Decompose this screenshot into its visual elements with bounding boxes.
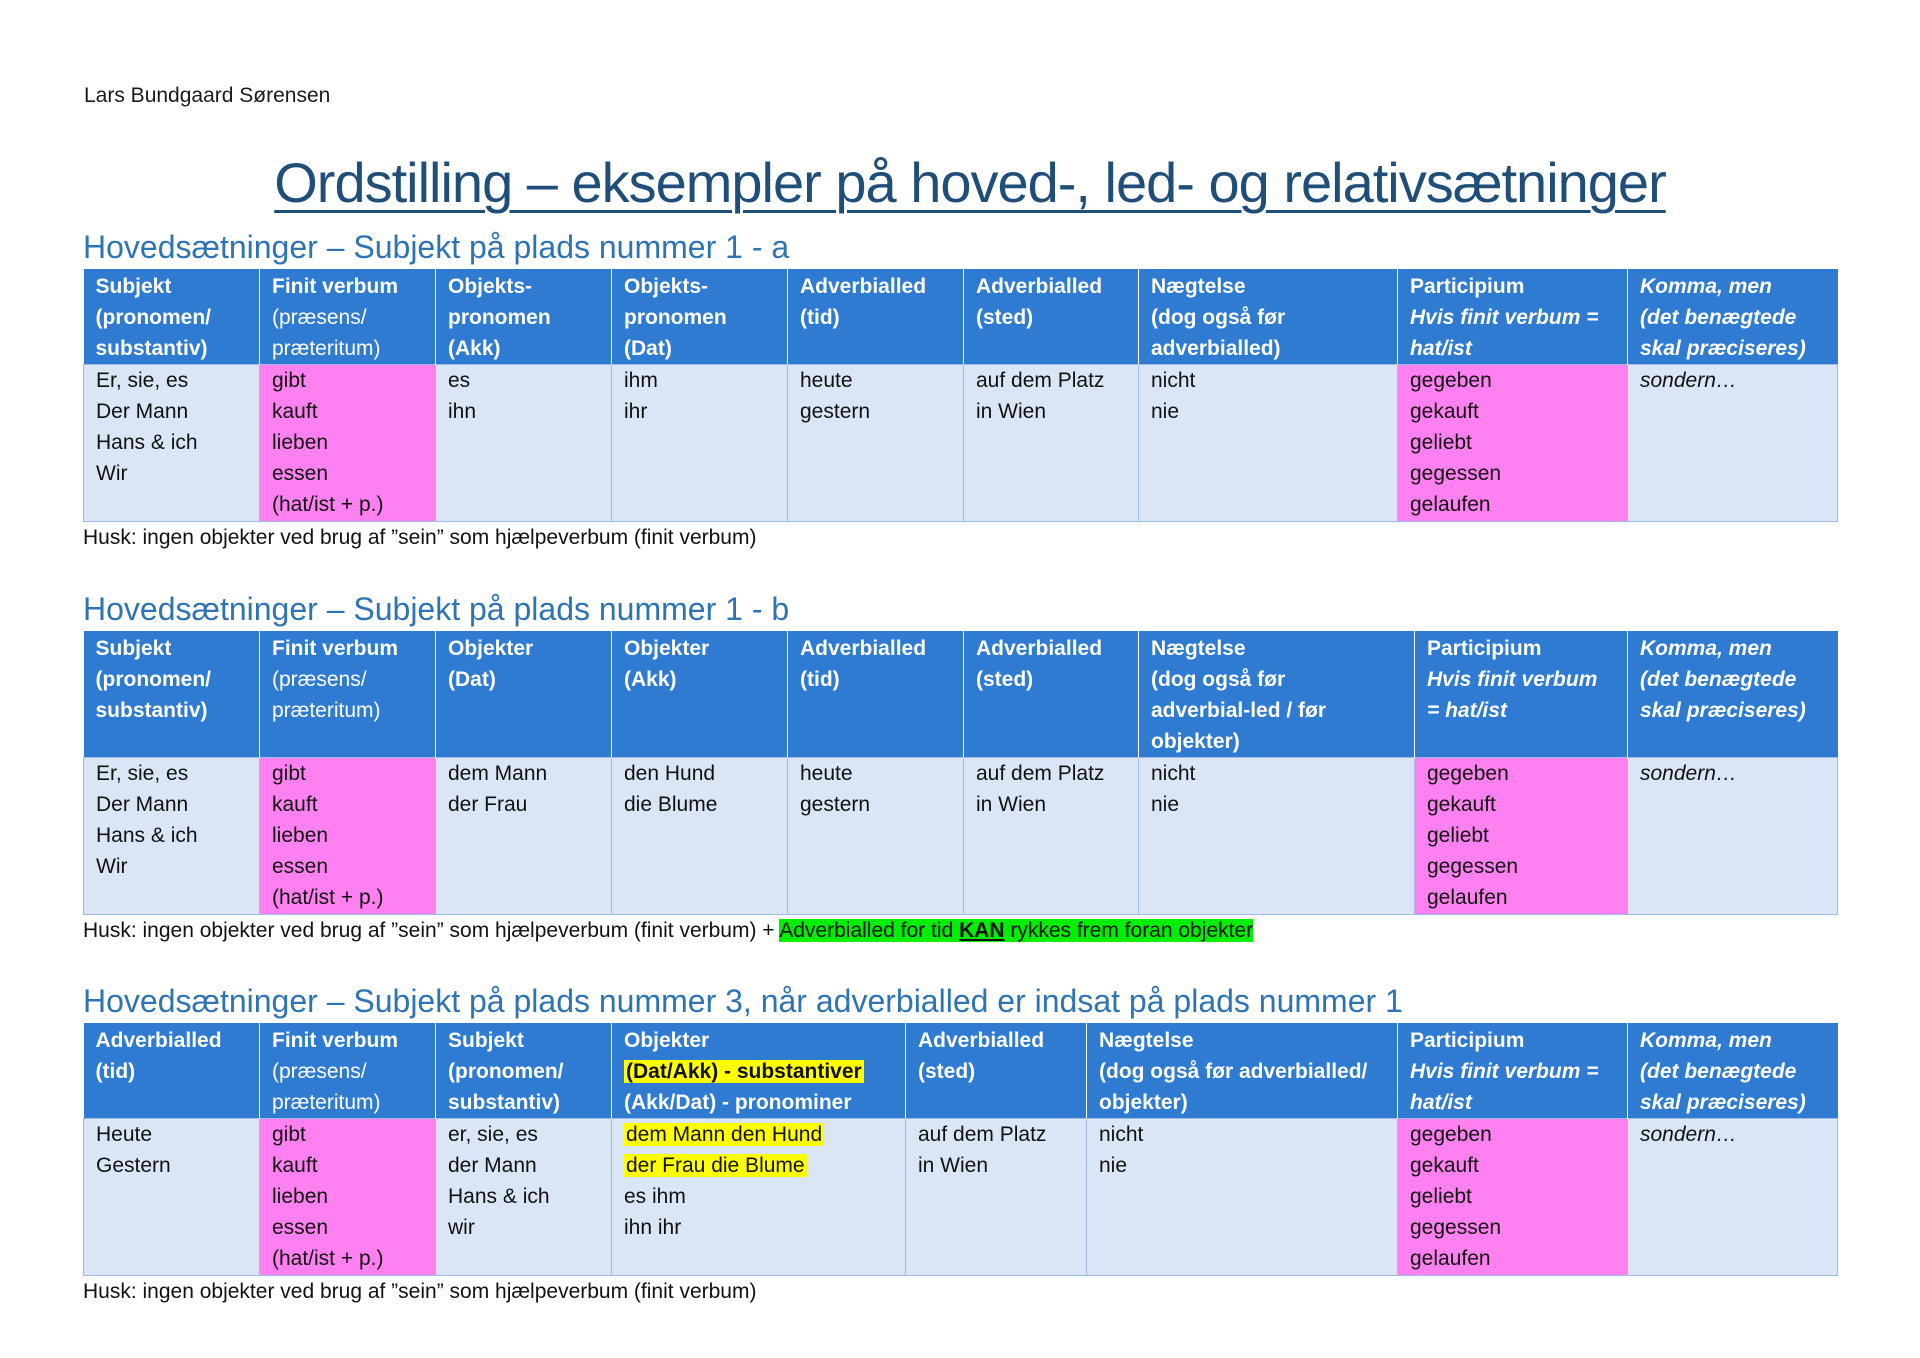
header-cell: Finit verbum (præsens/ præteritum) xyxy=(260,269,436,365)
highlight-noun-objects: der Frau die Blume xyxy=(626,1154,805,1177)
emphasis-kan: KAN xyxy=(959,919,1005,942)
highlight-noun-objects: dem Mann den Hund xyxy=(626,1123,823,1146)
table-cell-participle: gegeben gekauft geliebt gegessen gelaufen xyxy=(1398,365,1628,522)
table-cell: sondern… xyxy=(1628,365,1838,522)
header-cell: Adverbialled (tid) xyxy=(788,269,964,365)
reminder-note: Husk: ingen objekter ved brug af ”sein” som hjælpeverbum (finit verbum) xyxy=(83,526,757,549)
header-cell: Participium Hvis finit verbum = hat/ist xyxy=(1415,631,1628,758)
header-cell: Objekts- pronomen (Dat) xyxy=(612,269,788,365)
header-cell: Adverbialled (sted) xyxy=(964,631,1139,758)
table-cell: nicht nie xyxy=(1139,758,1415,915)
table-cell: nicht nie xyxy=(1139,365,1398,522)
reminder-note: Husk: ingen objekter ved brug af ”sein” som hjælpeverbum (finit verbum) xyxy=(83,1280,757,1303)
header-row xyxy=(84,269,1838,365)
table-cell: Er, sie, es Der Mann Hans & ich Wir xyxy=(84,758,260,915)
header-cell: Participium Hvis finit verbum = hat/ist xyxy=(1398,269,1628,365)
header-cell: Adverbialled (tid) xyxy=(84,1023,260,1119)
table-cell-verb: gibt kauft lieben essen (hat/ist + p.) xyxy=(260,1119,436,1276)
table-cell: dem Mann der Frau xyxy=(436,758,612,915)
header-cell: Nægtelse (dog også før adverbialled/ objekter) xyxy=(1087,1023,1398,1119)
table-row xyxy=(84,1119,1838,1276)
highlighted-rule: Adverbialled for tid KAN rykkes frem foran objekter xyxy=(779,919,1254,942)
header-row xyxy=(84,631,1838,758)
highlight-nouns: (Dat/Akk) - substantiver xyxy=(626,1060,862,1083)
table-row xyxy=(84,758,1838,915)
word-order-table xyxy=(83,1023,1838,1276)
header-cell: Adverbialled (sted) xyxy=(964,269,1139,365)
table-cell: sondern… xyxy=(1628,1119,1838,1276)
author-name: Lars Bundgaard Sørensen xyxy=(84,84,331,107)
section-heading: Hovedsætninger – Subjekt på plads nummer 1 - b xyxy=(83,591,790,627)
table-cell: Heute Gestern xyxy=(84,1119,260,1276)
header-cell: Subjekt (pronomen/ substantiv) xyxy=(84,269,260,365)
table-cell: nicht nie xyxy=(1087,1119,1398,1276)
table-cell: dem Mann den Hund der Frau die Blume es ihm ihn ihr xyxy=(612,1119,906,1276)
header-cell: Komma, men (det benægtede skal præciseres) xyxy=(1628,631,1838,758)
table-cell-verb: gibt kauft lieben essen (hat/ist + p.) xyxy=(260,365,436,522)
section-subject-first-b xyxy=(83,588,1837,946)
header-cell: Objekter (Dat) xyxy=(436,631,612,758)
section-heading: Hovedsætninger – Subjekt på plads nummer 3, når adverbialled er indsat på plads nummer 1 xyxy=(83,983,1403,1019)
table-cell: heute gestern xyxy=(788,758,964,915)
table-cell: er, sie, es der Mann Hans & ich wir xyxy=(436,1119,612,1276)
header-cell: Finit verbum (præsens/ præteritum) xyxy=(260,1023,436,1119)
word-order-table xyxy=(83,269,1838,522)
table-row xyxy=(84,365,1838,522)
table-cell: sondern… xyxy=(1628,758,1838,915)
header-cell: Participium Hvis finit verbum = hat/ist xyxy=(1398,1023,1628,1119)
header-cell: Subjekt (pronomen/ substantiv) xyxy=(436,1023,612,1119)
section-subject-third xyxy=(83,980,1837,1307)
table-cell-verb: gibt kauft lieben essen (hat/ist + p.) xyxy=(260,758,436,915)
table-cell: auf dem Platz in Wien xyxy=(906,1119,1087,1276)
header-cell: Nægtelse (dog også før adverbial-led / før objekter) xyxy=(1139,631,1415,758)
header-cell: Subjekt (pronomen/ substantiv) xyxy=(84,631,260,758)
header-row xyxy=(84,1023,1838,1119)
table-cell-participle: gegeben gekauft geliebt gegessen gelaufen xyxy=(1398,1119,1628,1276)
table-cell: auf dem Platz in Wien xyxy=(964,758,1139,915)
table-cell: auf dem Platz in Wien xyxy=(964,365,1139,522)
word-order-table xyxy=(83,631,1838,915)
header-cell: Objekter (Dat/Akk) - substantiver (Akk/Dat) - pronominer xyxy=(612,1023,906,1119)
table-cell: heute gestern xyxy=(788,365,964,522)
header-cell: Adverbialled (tid) xyxy=(788,631,964,758)
table-cell: es ihn xyxy=(436,365,612,522)
section-heading: Hovedsætninger – Subjekt på plads nummer 1 - a xyxy=(83,229,790,265)
header-cell: Adverbialled (sted) xyxy=(906,1023,1087,1119)
header-cell: Komma, men (det benægtede skal præciseres) xyxy=(1628,1023,1838,1119)
table-cell: ihm ihr xyxy=(612,365,788,522)
table-cell: den Hund die Blume xyxy=(612,758,788,915)
header-cell: Objekts- pronomen (Akk) xyxy=(436,269,612,365)
reminder-note xyxy=(83,915,1837,946)
header-cell: Nægtelse (dog også før adverbialled) xyxy=(1139,269,1398,365)
reminder-text: Husk: ingen objekter ved brug af ”sein” som hjælpeverbum (finit verbum) + xyxy=(83,919,780,942)
table-cell: Er, sie, es Der Mann Hans & ich Wir xyxy=(84,365,260,522)
header-cell: Finit verbum (præsens/ præteritum) xyxy=(260,631,436,758)
document-title: Ordstilling – eksempler på hoved-, led- og relativsætninger xyxy=(274,151,1666,214)
header-cell: Objekter (Akk) xyxy=(612,631,788,758)
header-cell: Komma, men (det benægtede skal præciseres) xyxy=(1628,269,1838,365)
section-subject-first-a xyxy=(83,226,1837,553)
table-cell-participle: gegeben gekauft geliebt gegessen gelaufen xyxy=(1415,758,1628,915)
